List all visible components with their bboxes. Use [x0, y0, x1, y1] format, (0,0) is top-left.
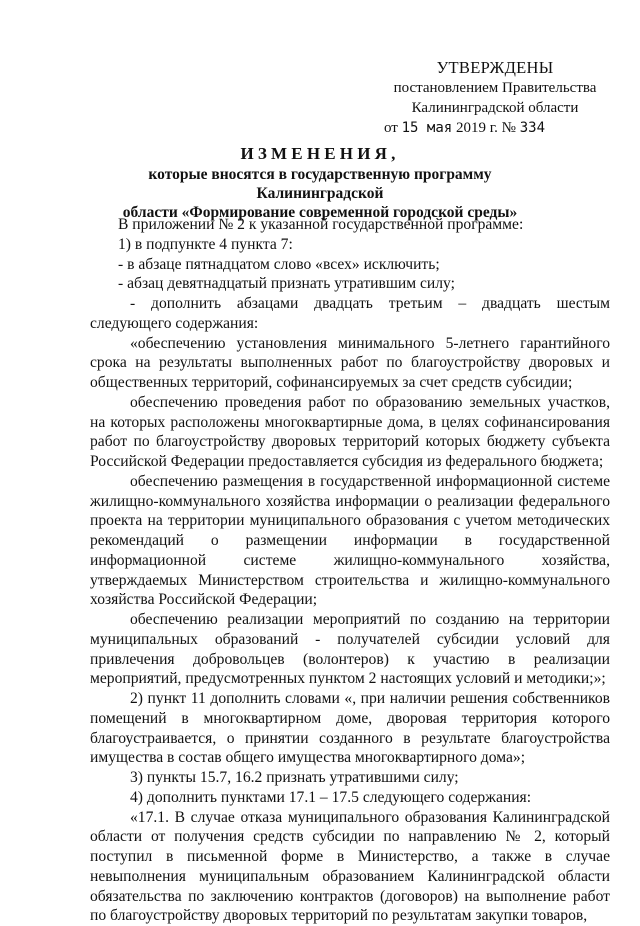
paragraph-quote-2: обеспечению проведения работ по образованию земельных участков, на которых расположены многоквартирные дома, в целях софинансирования работ по благоустройству дворовых территорий которых бюджету субъекта Российской Федерации предоставляется субсидия из федерального бюджета;	[90, 393, 610, 472]
paragraph-quote-3: обеспечению размещения в государственной информационной системе жилищно-коммунального хозяйства информации о реализации федерального проекта на территории муниципального образования с учетом методических рекомендаций о размещении информации в государственной информационной системе жилищно-коммунального хозяйства, утверждаемых Министерством строительства и жилищно-коммунального хозяйства Российской Федерации;	[90, 472, 610, 610]
document-body	[90, 215, 610, 926]
paragraph-item-1b: - абзац девятнадцатый признать утратившим силу;	[90, 274, 610, 294]
approval-date-line	[380, 118, 610, 138]
paragraph-item-1c: - дополнить абзацами двадцать третьим – двадцать шестым следующего содержания:	[90, 294, 610, 334]
paragraph-quote-4: обеспечению реализации мероприятий по созданию на территории муниципальных образований - получателей субсидии условий для привлечения добровольцев (волонтеров) к участию в реализации мероприятий, предусмотренных пунктом 2 настоящих условий и методики;»;	[90, 610, 610, 689]
approval-title: УТВЕРЖДЕНЫ	[380, 58, 610, 78]
approval-stamp	[380, 58, 610, 138]
date-year: 2019 г. №	[456, 120, 516, 136]
paragraph-quote-1: «обеспечению установления минимального 5-летнего гарантийного срока на результаты выполненных работ по благоустройству дворовых и общественных территорий, софинансируемых за счет средств субсидии;	[90, 334, 610, 393]
approval-line-region: Калининградской области	[380, 98, 610, 118]
date-handwritten: 15 мая	[402, 120, 453, 136]
paragraph-item-3: 3) пункты 15.7, 16.2 признать утратившими силу;	[90, 768, 610, 788]
document-title: ИЗМЕНЕНИЯ,	[110, 143, 530, 165]
paragraph-quote-5: «17.1. В случае отказа муниципального образования Калининградской области от получения средств субсидии по направлению № 2, который поступил в письменной форме в Министерство, а также в случае невыполнения муниципальным образованием Калининградской области обязательства по заключению контрактов (договоров) на выполнение работ по благоустройству дворовых территорий по результатам закупки товаров,	[90, 808, 610, 926]
paragraph-item-4: 4) дополнить пунктами 17.1 – 17.5 следующего содержания:	[90, 788, 610, 808]
document-heading	[110, 143, 530, 222]
paragraph-item-1a: - в абзаце пятнадцатом слово «всех» исключить;	[90, 255, 610, 275]
paragraph-intro: В приложении № 2 к указанной государственной программе:	[90, 215, 610, 235]
approval-line-government: постановлением Правительства	[380, 78, 610, 98]
date-prefix: от	[384, 120, 398, 136]
paragraph-item-1: 1) в подпункте 4 пункта 7:	[90, 235, 610, 255]
decree-number: 334	[520, 120, 545, 136]
paragraph-item-2: 2) пункт 11 дополнить словами «, при наличии решения собственников помещений в многоквартирном доме, дворовая территория которого благоустраивается, о принятии созданного в результате благоустройства имущества в состав общего имущества многоквартирного дома»;	[90, 689, 610, 768]
document-subtitle-line2: области «Формирование современной городской среды»	[110, 203, 530, 222]
document-subtitle-line1: которые вносятся в государственную программу Калининградской	[110, 165, 530, 203]
